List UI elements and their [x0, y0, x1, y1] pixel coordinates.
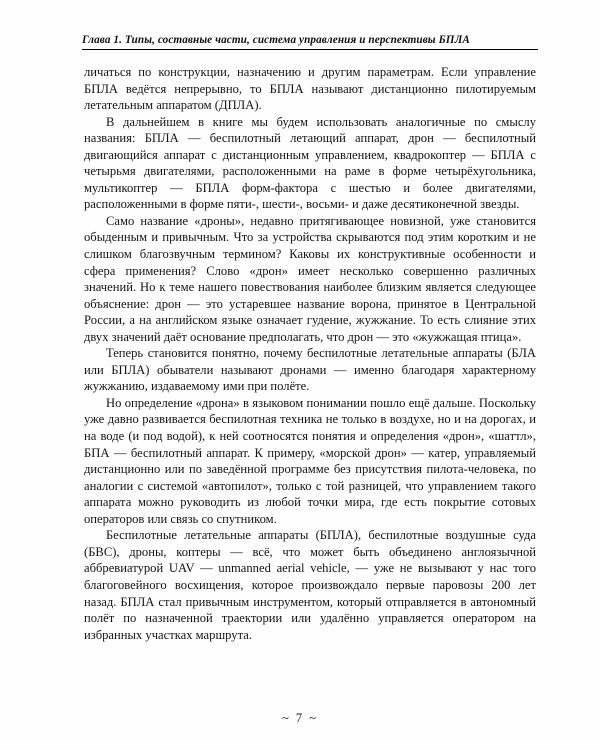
paragraph: Само название «дроны», недавно притягивающее новизной, уже становится обыденным и привычным. Что за устройства скрываются под этим коротким и не слишком благозвучным термином? Каковы их конструктивные особенности и сфера применения? Слово «дрон» имеет несколько совершенно различных значений. Но к теме нашего повествования наиболее близким является следующее объяснение: дрон — это устаревшее название ворона, принятое в Центральной России, а на английском языке означает гудение, жужжание. То есть слияние этих двух значений даёт основание предполагать, что дрон — это «жужжащая птица». [84, 213, 536, 344]
page-number: ~ 7 ~ [282, 711, 318, 725]
paragraph: личаться по конструкции, назначению и другим параметрам. Если управление БПЛА ведётся непрерывно, то БПЛА называют дистанционно пилотируемым летательным аппаратом (ДПЛА). [84, 65, 536, 113]
paragraph: Теперь становится понятно, почему беспилотные летательные аппараты (БЛА или БПЛА) обыватели называют дронами — именно благодаря характерному жужжанию, издаваемому ими при полёте. [84, 346, 536, 394]
paragraph: В дальнейшем в книге мы будем использовать аналогичные по смыслу названия: БПЛА — беспилотный летающий аппарат, дрон — беспилотный двигающийся аппарат с дистанционным управлением, квадрокоптер — БПЛА с четырьмя двигателями, расположенными на раме в форме четырёхугольника, мультикоптер — БПЛА форм-фактора с шестью и более двигателями, расположенными в форме пяти-, шести-, восьми- и даже десятиконечной звезды. [84, 114, 536, 212]
running-header: Глава 1. Типы, составные части, система управления и перспективы БПЛА [82, 34, 470, 46]
header-divider [82, 49, 538, 50]
paragraph: Беспилотные летательные аппараты (БПЛА), беспилотные воздушные суда (БВС), дроны, коптеры — всё, что может быть объединено англоязычной аббревиатурой UAV — unmanned aerial vehicle, — уже не вызывают у нас того благоговейного восхищения, которое произвождало первые паровозы 200 лет назад. БПЛА стал привычным инструментом, который отправляется в автономный полёт по назначенной траектории или удалённо управляется оператором на избранных участках маршрута. [84, 528, 536, 642]
body-text [84, 64, 536, 643]
paragraph: Но определение «дрона» в языковом понимании пошло ещё дальше. Поскольку уже давно развивается беспилотная техника не только в воздухе, но и на дорогах, и на воде (и под водой), к ней соотносятся понятия и определения «дрон», «шаттл», БПА — беспилотный аппарат. К примеру, «морской дрон» — катер, управляемый дистанционно или по заведённой программе без присутствия пилота-человека, по аналогии с системой «автопилот», только с той разницей, что управлением такого аппарата можно руководить из любой точки мира, где есть покрытие сотовых операторов или связь со спутником. [84, 395, 536, 526]
